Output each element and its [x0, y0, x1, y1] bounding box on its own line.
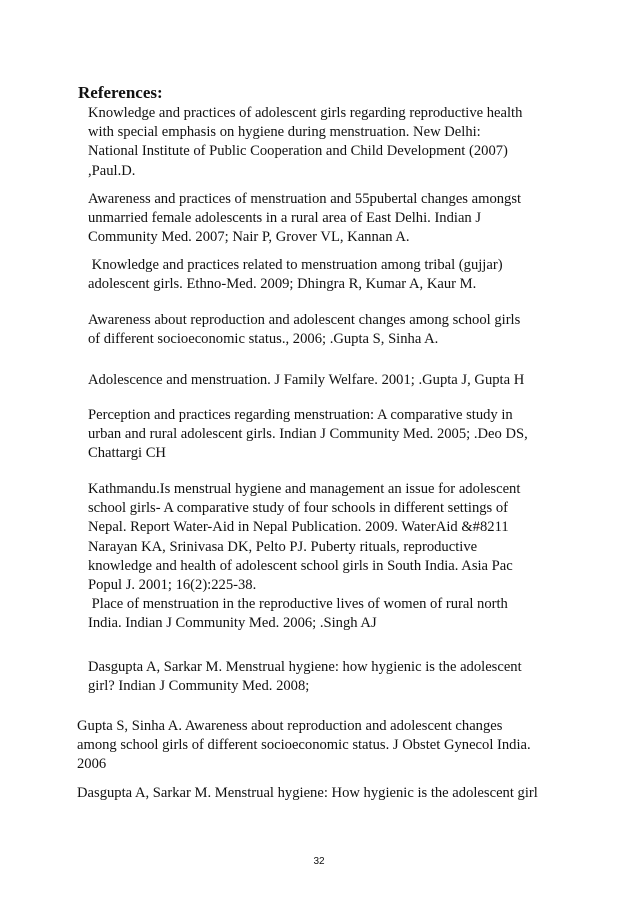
- reference-line: National Institute of Public Cooperation and Child Development (2007): [88, 143, 508, 160]
- reference-entry: [88, 406, 528, 464]
- reference-line: girl? Indian J Community Med. 2008;: [88, 678, 310, 695]
- reference-entry: [88, 104, 522, 181]
- reference-line: Community Med. 2007; Nair P, Grover VL, Kannan A.: [88, 229, 410, 246]
- reference-line: Perception and practices regarding menstruation: A comparative study in: [88, 407, 513, 423]
- reference-line: Kathmandu.Is menstrual hygiene and management an issue for adolescent: [88, 481, 521, 497]
- reference-entry: [88, 480, 520, 538]
- reference-line: Awareness about reproduction and adolescent changes among school girls: [88, 312, 521, 328]
- reference-line: with special emphasis on hygiene during menstruation. New Delhi:: [88, 124, 481, 141]
- reference-entry: [77, 784, 538, 803]
- reference-line: Popul J. 2001; 16(2):225-38.: [88, 577, 257, 594]
- reference-line: urban and rural adolescent girls. Indian J Community Med. 2005; .Deo DS,: [88, 426, 528, 443]
- references-heading: References:: [78, 83, 163, 102]
- reference-line: Dasgupta A, Sarkar M. Menstrual hygiene: how hygienic is the adolescent: [88, 659, 522, 675]
- reference-line: of different socioeconomic status., 2006; .Gupta S, Sinha A.: [88, 331, 439, 348]
- reference-line: Narayan KA, Srinivasa DK, Pelto PJ. Puberty rituals, reproductive: [88, 539, 478, 555]
- reference-line: Nepal. Report Water-Aid in Nepal Publication. 2009. WaterAid &#8211: [88, 519, 509, 536]
- reference-line: Dasgupta A, Sarkar M. Menstrual hygiene: How hygienic is the adolescent girl: [77, 785, 538, 801]
- reference-entry: [88, 595, 508, 633]
- reference-line: unmarried female adolescents in a rural area of East Delhi. Indian J: [88, 210, 482, 227]
- reference-line: knowledge and health of adolescent school girls in South India. Asia Pac: [88, 558, 513, 575]
- reference-line: 2006: [77, 756, 107, 773]
- reference-line: ,Paul.D.: [88, 162, 136, 179]
- reference-line: Gupta S, Sinha A. Awareness about reproduction and adolescent changes: [77, 718, 503, 734]
- reference-line: among school girls of different socioeconomic status. J Obstet Gynecol India.: [77, 737, 531, 754]
- reference-line: India. Indian J Community Med. 2006; .Singh AJ: [88, 615, 377, 632]
- reference-line: Adolescence and menstruation. J Family Welfare. 2001; .Gupta J, Gupta H: [88, 372, 525, 388]
- reference-line: Knowledge and practices related to menstruation among tribal (gujjar): [88, 257, 503, 273]
- reference-line: Awareness and practices of menstruation and 55pubertal changes amongst: [88, 191, 522, 207]
- reference-line: Knowledge and practices of adolescent girls regarding reproductive health: [88, 105, 523, 121]
- reference-entry: [88, 190, 521, 248]
- reference-line: school girls- A comparative study of four schools in different settings of: [88, 500, 509, 517]
- page-number: 32: [313, 856, 325, 867]
- reference-line: Chattargi CH: [88, 445, 166, 462]
- reference-line: adolescent girls. Ethno-Med. 2009; Dhingra R, Kumar A, Kaur M.: [88, 276, 477, 293]
- reference-line: Place of menstruation in the reproductive lives of women of rural north: [88, 596, 508, 612]
- reference-entry: [88, 256, 503, 294]
- reference-entry: [88, 371, 524, 390]
- reference-entry: [88, 538, 513, 596]
- reference-entry: [88, 311, 520, 349]
- reference-entry: [77, 717, 531, 775]
- reference-entry: [88, 658, 522, 696]
